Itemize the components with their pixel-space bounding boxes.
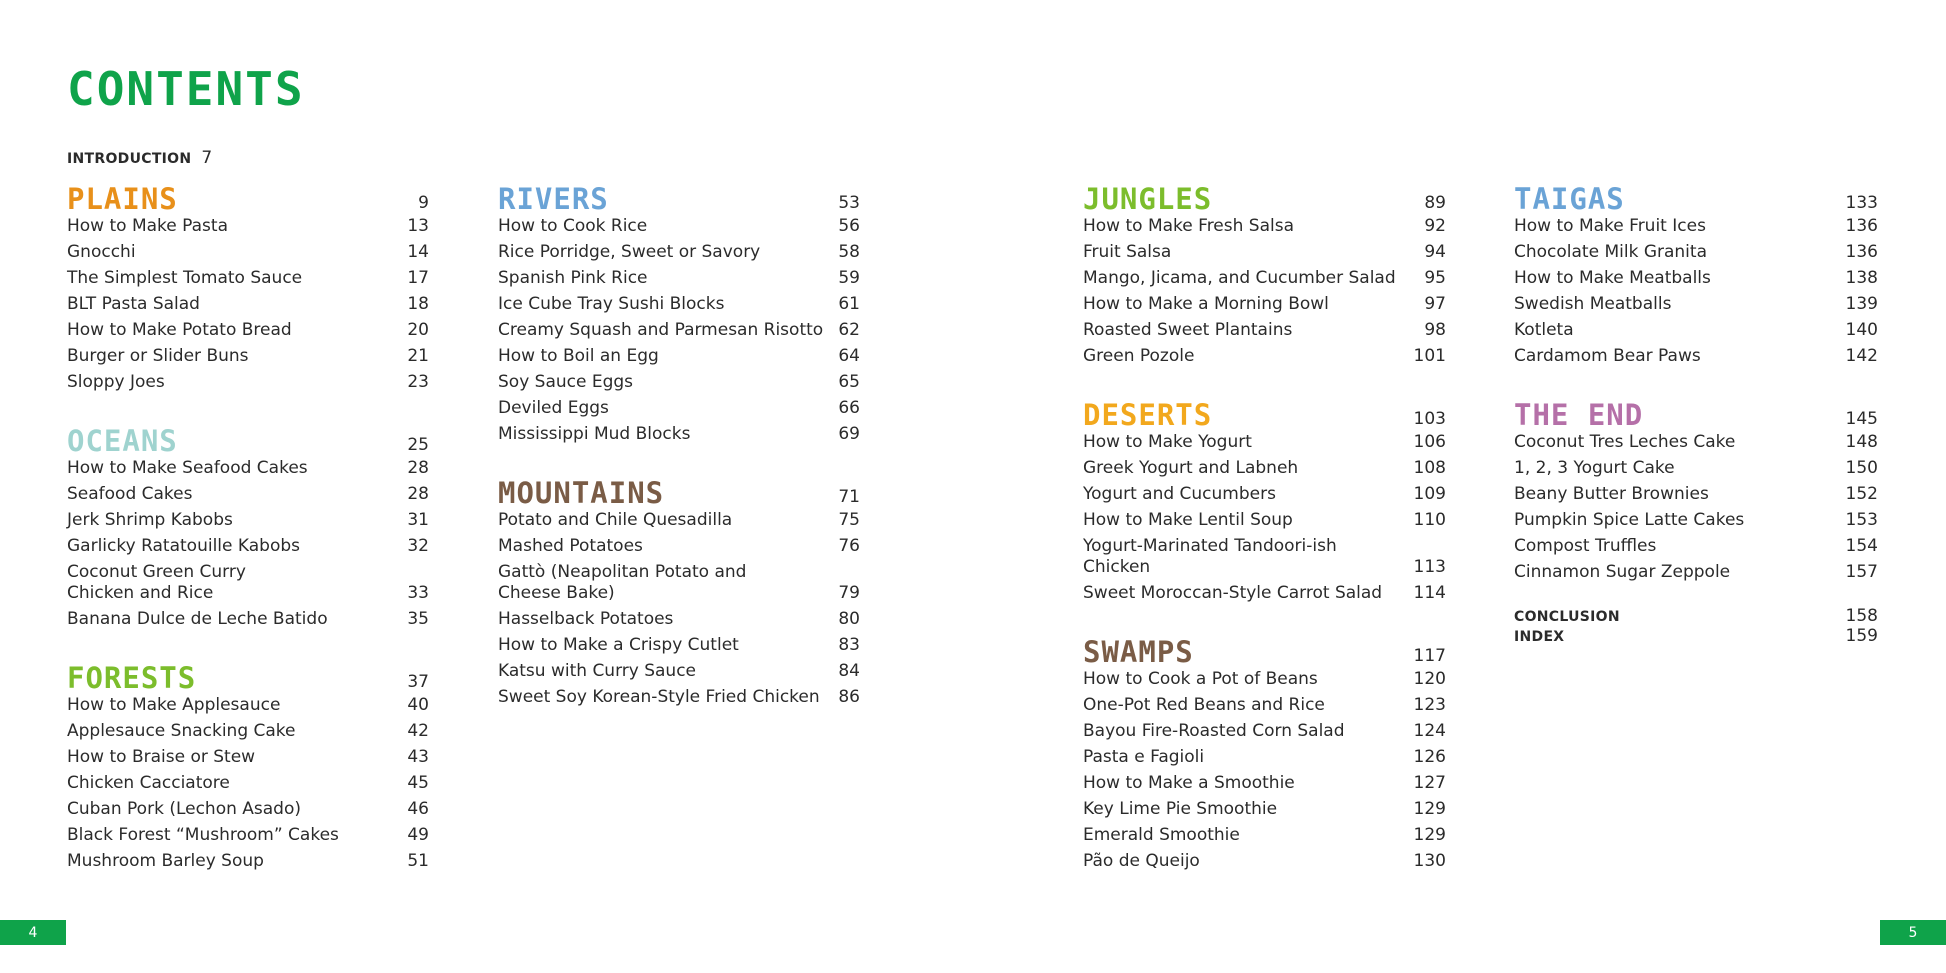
entry-page-number: 83	[838, 635, 860, 655]
entry-title: Beany Butter Brownies	[1514, 484, 1709, 504]
entry-page-number: 95	[1424, 268, 1446, 288]
toc-entry[interactable]	[67, 745, 429, 771]
entry-page-number: 108	[1413, 458, 1446, 478]
entry-title: Spanish Pink Rice	[498, 268, 648, 288]
entry-page-number: 32	[407, 536, 429, 556]
entry-title: Chocolate Milk Granita	[1514, 242, 1707, 262]
toc-entry[interactable]	[1083, 581, 1446, 607]
end-matter-page-number: 158	[1845, 606, 1878, 626]
entry-title: How to Make Seafood Cakes	[67, 458, 308, 478]
entry-title: Ice Cube Tray Sushi Blocks	[498, 294, 725, 314]
toc-entry[interactable]	[1083, 849, 1446, 875]
entry-page-number: 136	[1845, 242, 1878, 262]
section-header[interactable]	[1083, 180, 1446, 214]
entry-title: Hasselback Potatoes	[498, 609, 674, 629]
entry-page-number: 98	[1424, 320, 1446, 340]
toc-entry[interactable]	[1083, 214, 1446, 240]
entry-title: Black Forest “Mushroom” Cakes	[67, 825, 339, 845]
section-header[interactable]	[1083, 633, 1446, 667]
entry-title: Rice Porridge, Sweet or Savory	[498, 242, 761, 262]
toc-entry[interactable]	[67, 482, 429, 508]
entry-page-number: 14	[407, 242, 429, 262]
entry-page-number: 157	[1845, 562, 1878, 582]
entry-title: How to Make Pasta	[67, 216, 228, 236]
toc-entry[interactable]	[1083, 771, 1446, 797]
toc-entry[interactable]	[1083, 344, 1446, 370]
entry-title: 1, 2, 3 Yogurt Cake	[1514, 458, 1675, 478]
entry-page-number: 129	[1413, 799, 1446, 819]
entry-page-number: 142	[1845, 346, 1878, 366]
section-page-number: 117	[1413, 646, 1446, 666]
section-title: DESERTS	[1083, 398, 1213, 432]
toc-entry[interactable]	[498, 534, 860, 560]
section-page-number: 9	[418, 193, 429, 213]
toc-entry[interactable]	[1083, 456, 1446, 482]
entry-page-number: 75	[838, 510, 860, 530]
section-page-number: 103	[1413, 409, 1446, 429]
entry-title: Cardamom Bear Paws	[1514, 346, 1701, 366]
section-header[interactable]	[498, 474, 860, 508]
entry-page-number: 56	[838, 216, 860, 236]
entry-page-number: 92	[1424, 216, 1446, 236]
introduction-label: INTRODUCTION	[67, 151, 192, 167]
entry-title: How to Make a Crispy Cutlet	[498, 635, 739, 655]
entry-title: Burger or Slider Buns	[67, 346, 249, 366]
entry-page-number: 139	[1845, 294, 1878, 314]
toc-section	[67, 180, 429, 396]
entry-title: Sweet Moroccan-Style Carrot Salad	[1083, 583, 1383, 603]
entry-page-number: 76	[838, 536, 860, 556]
entry-page-number: 101	[1413, 346, 1446, 366]
entry-title: Pasta e Fagioli	[1083, 747, 1205, 767]
toc-entry[interactable]	[67, 560, 429, 607]
entry-title: How to Cook a Pot of Beans	[1083, 669, 1318, 689]
toc-entry[interactable]	[67, 823, 429, 849]
footer-page-left: 4	[0, 920, 66, 945]
entry-page-number: 35	[407, 609, 429, 629]
toc-entry[interactable]	[67, 456, 429, 482]
toc-entry[interactable]	[1514, 560, 1878, 586]
entry-title: Garlicky Ratatouille Kabobs	[67, 536, 300, 556]
section-page-number: 71	[838, 487, 860, 507]
entry-title: Yogurt and Cucumbers	[1083, 484, 1276, 504]
entry-title: Gattò (Neapolitan Potato and Cheese Bake)	[498, 562, 747, 603]
toc-entry[interactable]	[1514, 534, 1878, 560]
toc-section	[1514, 396, 1878, 586]
entry-title: The Simplest Tomato Sauce	[67, 268, 303, 288]
entry-page-number: 58	[838, 242, 860, 262]
toc-entry[interactable]	[498, 266, 860, 292]
end-matter-label: CONCLUSION	[1514, 609, 1620, 625]
entry-title: Gnocchi	[67, 242, 136, 262]
toc-entry[interactable]	[67, 318, 429, 344]
entry-page-number: 120	[1413, 669, 1446, 689]
toc-entry[interactable]	[1083, 534, 1446, 581]
entry-page-number: 20	[407, 320, 429, 340]
toc-entry[interactable]	[498, 560, 860, 607]
entry-page-number: 28	[407, 484, 429, 504]
toc-entry[interactable]	[1083, 693, 1446, 719]
footer-page-right: 5	[1880, 920, 1946, 945]
entry-page-number: 42	[407, 721, 429, 741]
entry-page-number: 17	[407, 268, 429, 288]
entry-page-number: 86	[838, 687, 860, 707]
entry-title: Applesauce Snacking Cake	[67, 721, 296, 741]
toc-entry[interactable]	[1514, 482, 1878, 508]
entry-page-number: 138	[1845, 268, 1878, 288]
section-title: THE END	[1514, 398, 1644, 432]
toc-entry[interactable]	[498, 659, 860, 685]
toc-section	[1083, 633, 1446, 875]
introduction-page: 7	[201, 148, 213, 168]
toc-entry[interactable]	[1514, 456, 1878, 482]
toc-entry[interactable]	[1083, 482, 1446, 508]
entry-title: Coconut Tres Leches Cake	[1514, 432, 1736, 452]
toc-entry[interactable]	[498, 240, 860, 266]
entry-title: Mushroom Barley Soup	[67, 851, 264, 871]
entry-page-number: 28	[407, 458, 429, 478]
toc-entry[interactable]	[1083, 292, 1446, 318]
entry-page-number: 127	[1413, 773, 1446, 793]
entry-title: Mashed Potatoes	[498, 536, 643, 556]
section-title: RIVERS	[498, 182, 609, 216]
entry-title: Coconut Green Curry Chicken and Rice	[67, 562, 246, 603]
toc-entry[interactable]	[1514, 430, 1878, 456]
toc-section	[1083, 396, 1446, 607]
entry-page-number: 154	[1845, 536, 1878, 556]
entry-page-number: 51	[407, 851, 429, 871]
entry-title: Chicken Cacciatore	[67, 773, 230, 793]
entry-title: How to Boil an Egg	[498, 346, 659, 366]
entry-title: Cuban Pork (Lechon Asado)	[67, 799, 302, 819]
entry-page-number: 153	[1845, 510, 1878, 530]
entry-title: How to Make Yogurt	[1083, 432, 1252, 452]
toc-entry[interactable]	[67, 607, 429, 633]
toc-entry[interactable]	[1083, 823, 1446, 849]
entry-title: How to Make Applesauce	[67, 695, 281, 715]
end-matter-entry[interactable]	[1514, 626, 1878, 646]
entry-page-number: 69	[838, 424, 860, 444]
entry-title: Pão de Queijo	[1083, 851, 1200, 871]
section-page-number: 53	[838, 193, 860, 213]
toc-entry[interactable]	[1083, 667, 1446, 693]
entry-title: Cinnamon Sugar Zeppole	[1514, 562, 1731, 582]
section-header[interactable]	[67, 659, 429, 693]
entry-page-number: 136	[1845, 216, 1878, 236]
entry-page-number: 114	[1413, 583, 1446, 603]
introduction-entry[interactable]	[67, 148, 212, 168]
toc-entry[interactable]	[498, 422, 860, 448]
toc-entry[interactable]	[498, 344, 860, 370]
section-page-number: 25	[407, 435, 429, 455]
toc-section	[498, 474, 860, 711]
entry-title: Jerk Shrimp Kabobs	[67, 510, 233, 530]
entry-page-number: 49	[407, 825, 429, 845]
entry-title: Creamy Squash and Parmesan Risotto	[498, 320, 824, 340]
entry-page-number: 33	[407, 583, 429, 603]
toc-entry[interactable]	[1083, 430, 1446, 456]
toc-entry[interactable]	[1083, 266, 1446, 292]
entry-title: Deviled Eggs	[498, 398, 609, 418]
toc-entry[interactable]	[1514, 292, 1878, 318]
entry-title: Pumpkin Spice Latte Cakes	[1514, 510, 1745, 530]
toc-entry[interactable]	[498, 396, 860, 422]
end-matter-page-number: 159	[1845, 626, 1878, 646]
entry-title: Greek Yogurt and Labneh	[1083, 458, 1299, 478]
entry-title: How to Make a Smoothie	[1083, 773, 1295, 793]
section-title: PLAINS	[67, 182, 178, 216]
toc-column-2	[498, 180, 860, 737]
entry-title: How to Make a Morning Bowl	[1083, 294, 1329, 314]
entry-page-number: 110	[1413, 510, 1446, 530]
entry-page-number: 124	[1413, 721, 1446, 741]
end-matter-label: INDEX	[1514, 629, 1565, 645]
section-title: OCEANS	[67, 424, 178, 458]
toc-entry[interactable]	[67, 344, 429, 370]
toc-entry[interactable]	[498, 370, 860, 396]
entry-page-number: 109	[1413, 484, 1446, 504]
entry-title: Fruit Salsa	[1083, 242, 1172, 262]
toc-entry[interactable]	[67, 534, 429, 560]
toc-entry[interactable]	[1083, 719, 1446, 745]
toc-entry[interactable]	[498, 214, 860, 240]
toc-entry[interactable]	[1514, 266, 1878, 292]
toc-entry[interactable]	[67, 693, 429, 719]
entry-title: Mango, Jicama, and Cucumber Salad	[1083, 268, 1396, 288]
toc-entry[interactable]	[67, 797, 429, 823]
entry-page-number: 23	[407, 372, 429, 392]
toc-entry[interactable]	[67, 849, 429, 875]
entry-title: Green Pozole	[1083, 346, 1195, 366]
toc-entry[interactable]	[1083, 240, 1446, 266]
toc-entry[interactable]	[67, 719, 429, 745]
entry-title: Katsu with Curry Sauce	[498, 661, 697, 681]
entry-title: Bayou Fire-Roasted Corn Salad	[1083, 721, 1345, 741]
section-header[interactable]	[67, 180, 429, 214]
entry-title: Banana Dulce de Leche Batido	[67, 609, 328, 629]
section-page-number: 89	[1424, 193, 1446, 213]
toc-entry[interactable]	[1083, 745, 1446, 771]
section-title: JUNGLES	[1083, 182, 1213, 216]
entry-title: How to Cook Rice	[498, 216, 648, 236]
toc-entry[interactable]	[67, 214, 429, 240]
toc-entry[interactable]	[498, 292, 860, 318]
section-title: MOUNTAINS	[498, 476, 665, 510]
entry-title: How to Make Lentil Soup	[1083, 510, 1293, 530]
entry-page-number: 113	[1413, 557, 1446, 577]
entry-page-number: 97	[1424, 294, 1446, 314]
entry-page-number: 65	[838, 372, 860, 392]
entry-title: How to Make Meatballs	[1514, 268, 1711, 288]
section-page-number: 145	[1845, 409, 1878, 429]
toc-entry[interactable]	[498, 508, 860, 534]
entry-title: How to Make Fresh Salsa	[1083, 216, 1295, 236]
entry-title: How to Braise or Stew	[67, 747, 256, 767]
toc-entry[interactable]	[1083, 318, 1446, 344]
entry-title: Seafood Cakes	[67, 484, 193, 504]
entry-page-number: 31	[407, 510, 429, 530]
toc-entry[interactable]	[67, 508, 429, 534]
entry-title: Sloppy Joes	[67, 372, 165, 392]
entry-title: Swedish Meatballs	[1514, 294, 1672, 314]
toc-column-3	[1083, 180, 1446, 901]
toc-section	[1083, 180, 1446, 370]
entry-page-number: 79	[838, 583, 860, 603]
entry-page-number: 148	[1845, 432, 1878, 452]
section-page-number: 37	[407, 672, 429, 692]
entry-title: Yogurt-Marinated Tandoori-ish Chicken	[1083, 536, 1337, 577]
toc-column-4	[1514, 180, 1878, 646]
entry-page-number: 40	[407, 695, 429, 715]
toc-column-1	[67, 180, 429, 901]
entry-title: Emerald Smoothie	[1083, 825, 1240, 845]
entry-page-number: 66	[838, 398, 860, 418]
entry-title: Mississippi Mud Blocks	[498, 424, 691, 444]
entry-page-number: 106	[1413, 432, 1446, 452]
entry-page-number: 18	[407, 294, 429, 314]
entry-page-number: 152	[1845, 484, 1878, 504]
entry-page-number: 80	[838, 609, 860, 629]
entry-page-number: 61	[838, 294, 860, 314]
toc-entry[interactable]	[1514, 344, 1878, 370]
entry-page-number: 126	[1413, 747, 1446, 767]
entry-page-number: 123	[1413, 695, 1446, 715]
section-title: FORESTS	[67, 661, 197, 695]
entry-page-number: 13	[407, 216, 429, 236]
entry-title: How to Make Potato Bread	[67, 320, 292, 340]
entry-page-number: 140	[1845, 320, 1878, 340]
entry-page-number: 21	[407, 346, 429, 366]
entry-title: One-Pot Red Beans and Rice	[1083, 695, 1325, 715]
page-title: CONTENTS	[67, 62, 305, 116]
entry-title: Roasted Sweet Plantains	[1083, 320, 1293, 340]
end-matter-entry[interactable]	[1514, 606, 1878, 626]
entry-title: Compost Truffles	[1514, 536, 1657, 556]
entry-title: Soy Sauce Eggs	[498, 372, 634, 392]
toc-entry[interactable]	[498, 685, 860, 711]
entry-page-number: 129	[1413, 825, 1446, 845]
entry-page-number: 59	[838, 268, 860, 288]
section-header[interactable]	[67, 422, 429, 456]
toc-entry[interactable]	[67, 240, 429, 266]
section-title: SWAMPS	[1083, 635, 1194, 669]
entry-title: Key Lime Pie Smoothie	[1083, 799, 1278, 819]
toc-entry[interactable]	[498, 318, 860, 344]
toc-section	[67, 422, 429, 633]
toc-entry[interactable]	[1514, 508, 1878, 534]
entry-page-number: 94	[1424, 242, 1446, 262]
entry-title: Potato and Chile Quesadilla	[498, 510, 733, 530]
toc-entry[interactable]	[1514, 318, 1878, 344]
entry-title: How to Make Fruit Ices	[1514, 216, 1706, 236]
entry-page-number: 130	[1413, 851, 1446, 871]
toc-entry[interactable]	[498, 633, 860, 659]
toc-section	[498, 180, 860, 448]
entry-title: BLT Pasta Salad	[67, 294, 200, 314]
entry-page-number: 43	[407, 747, 429, 767]
toc-entry[interactable]	[67, 292, 429, 318]
toc-entry[interactable]	[67, 370, 429, 396]
toc-section	[1514, 180, 1878, 370]
toc-entry[interactable]	[1083, 508, 1446, 534]
entry-title: Sweet Soy Korean-Style Fried Chicken	[498, 687, 820, 707]
section-title: TAIGAS	[1514, 182, 1625, 216]
entry-page-number: 62	[838, 320, 860, 340]
entry-page-number: 45	[407, 773, 429, 793]
entry-page-number: 46	[407, 799, 429, 819]
section-header[interactable]	[1514, 180, 1878, 214]
toc-entry[interactable]	[67, 771, 429, 797]
toc-entry[interactable]	[67, 266, 429, 292]
toc-entry[interactable]	[1083, 797, 1446, 823]
entry-title: Kotleta	[1514, 320, 1574, 340]
toc-section	[67, 659, 429, 875]
section-header[interactable]	[1514, 396, 1878, 430]
entry-page-number: 64	[838, 346, 860, 366]
section-header[interactable]	[498, 180, 860, 214]
end-matter	[1514, 606, 1878, 646]
toc-entry[interactable]	[1514, 240, 1878, 266]
section-page-number: 133	[1845, 193, 1878, 213]
section-header[interactable]	[1083, 396, 1446, 430]
toc-entry[interactable]	[1514, 214, 1878, 240]
toc-entry[interactable]	[498, 607, 860, 633]
entry-page-number: 84	[838, 661, 860, 681]
entry-page-number: 150	[1845, 458, 1878, 478]
